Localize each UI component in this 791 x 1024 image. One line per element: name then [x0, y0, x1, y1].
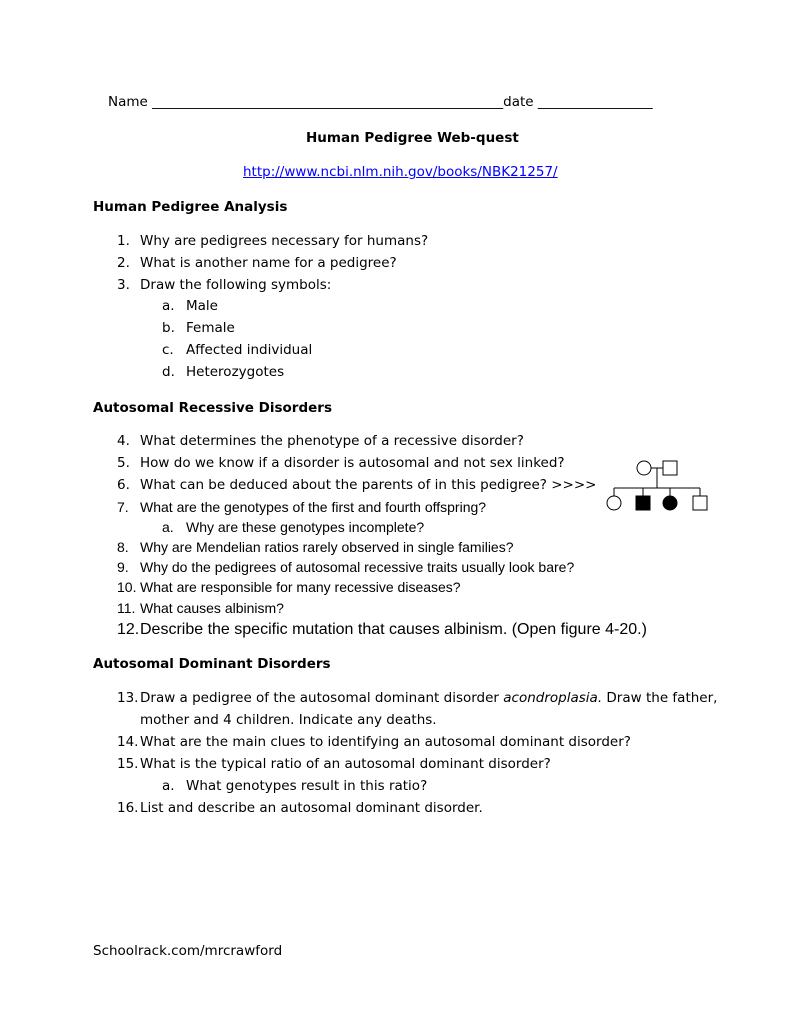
page-title: Human Pedigree Web-quest — [306, 130, 519, 146]
item-text: How do we know if a disorder is autosomal and not sex linked? — [140, 455, 565, 471]
list-item — [117, 800, 483, 816]
item-text: What determines the phenotype of a recessive disorder? — [140, 433, 524, 449]
sub-list-item — [162, 320, 235, 336]
item-text — [140, 690, 717, 706]
list-item — [117, 233, 429, 249]
item-text: What is another name for a pedigree? — [140, 255, 397, 271]
sub-list-item — [162, 364, 285, 380]
item-letter: d. — [162, 364, 175, 380]
list-item — [117, 433, 524, 449]
list-item — [117, 559, 575, 575]
item-text: Why are Mendelian ratios rarely observed in single families? — [140, 539, 514, 555]
item-text: Describe the specific mutation that causes albinism. (Open figure 4-20.) — [140, 621, 647, 638]
list-item-continuation: mother and 4 children. Indicate any deaths. — [140, 712, 437, 728]
item-letter: b. — [162, 320, 175, 336]
item-number: 14. — [117, 734, 139, 750]
item-number: 9. — [117, 559, 129, 575]
item-text: Female — [186, 320, 235, 336]
item-text-part: Draw a pedigree of the autosomal dominant disorder — [140, 690, 504, 706]
list-item — [117, 734, 631, 750]
item-letter: a. — [162, 519, 174, 535]
item-number: 1. — [117, 233, 130, 249]
list-item — [117, 499, 487, 515]
list-item — [117, 690, 718, 706]
unaffected-female-symbol — [607, 496, 621, 510]
item-text: What genotypes result in this ratio? — [186, 778, 428, 794]
pedigree-diagram — [600, 457, 710, 517]
item-text: Why are pedigrees necessary for humans? — [140, 233, 429, 249]
item-number: 7. — [117, 499, 129, 515]
list-item — [117, 579, 461, 595]
item-text: What are responsible for many recessive diseases? — [140, 579, 461, 595]
list-item — [117, 477, 597, 493]
item-text: Draw the following symbols: — [140, 277, 332, 293]
list-item — [117, 621, 647, 639]
list-item — [117, 756, 551, 772]
item-number: 5. — [117, 455, 130, 471]
mother-symbol — [637, 461, 651, 475]
reference-link[interactable]: http://www.ncbi.nlm.nih.gov/books/NBK21257/ — [243, 164, 558, 180]
disorder-name: acondroplasia. — [503, 690, 603, 706]
item-text: Why are these genotypes incomplete? — [186, 519, 425, 535]
item-number: 8. — [117, 539, 129, 555]
item-text: What causes albinism? — [140, 600, 284, 616]
item-text: Why do the pedigrees of autosomal recessive traits usually look bare? — [140, 559, 575, 575]
item-number: 10. — [117, 579, 137, 595]
item-text: Affected individual — [186, 342, 313, 358]
father-symbol — [663, 461, 677, 475]
sub-list-item — [162, 342, 313, 358]
item-letter: a. — [162, 298, 175, 314]
unaffected-male-symbol — [693, 496, 707, 510]
item-number: 4. — [117, 433, 130, 449]
item-text: List and describe an autosomal dominant disorder. — [140, 800, 483, 816]
section-heading-dominant: Autosomal Dominant Disorders — [93, 656, 331, 672]
item-number: 15. — [117, 756, 139, 772]
item-number: 6. — [117, 477, 130, 493]
item-text: What can be deduced about the parents of in this pedigree? >>>> — [140, 477, 597, 493]
footer-text: Schoolrack.com/mrcrawford — [93, 943, 283, 959]
name-date-line: Name ____________________________________________________date _________________ — [108, 94, 653, 110]
item-text-part: Draw the father, — [602, 690, 718, 706]
item-text: What are the main clues to identifying an autosomal dominant disorder? — [140, 734, 631, 750]
item-number: 16. — [117, 800, 139, 816]
affected-female-symbol — [663, 496, 677, 510]
item-letter: a. — [162, 778, 175, 794]
item-number: 11. — [117, 600, 136, 616]
item-text: Heterozygotes — [186, 364, 285, 380]
item-text: Male — [186, 298, 218, 314]
sub-list-item — [162, 778, 428, 794]
list-item — [117, 600, 284, 616]
item-number: 3. — [117, 277, 130, 293]
item-number: 2. — [117, 255, 130, 271]
affected-male-symbol — [636, 496, 650, 510]
list-item — [117, 539, 514, 555]
item-number: 12. — [117, 621, 140, 638]
list-item — [117, 277, 332, 293]
sub-list-item — [162, 519, 425, 535]
section-heading-pedigree-analysis: Human Pedigree Analysis — [93, 199, 288, 215]
sub-list-item — [162, 298, 218, 314]
item-letter: c. — [162, 342, 174, 358]
list-item — [117, 255, 397, 271]
list-item — [117, 455, 565, 471]
section-heading-recessive: Autosomal Recessive Disorders — [93, 400, 332, 416]
item-number: 13. — [117, 690, 139, 706]
item-text: What is the typical ratio of an autosomal dominant disorder? — [140, 756, 551, 772]
item-text: What are the genotypes of the first and fourth offspring? — [140, 499, 487, 515]
